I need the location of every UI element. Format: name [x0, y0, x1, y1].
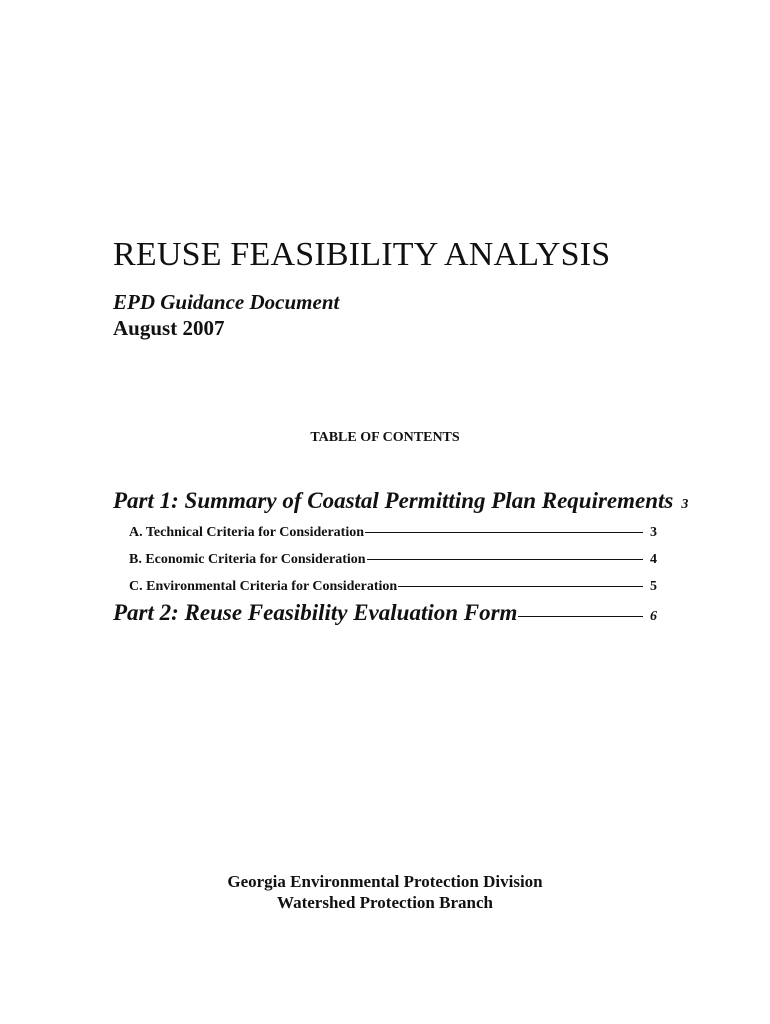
toc-entry-label: Part 1: Summary of Coastal Permitting Plan Requirements — [113, 488, 674, 513]
toc-page-number: 6 — [650, 609, 657, 624]
toc-entry-technical-criteria[interactable] — [113, 519, 657, 546]
toc-entry-economic-criteria[interactable] — [113, 546, 657, 573]
document-date: August 2007 — [113, 316, 225, 340]
toc-entry-label: B. Economic Criteria for Consideration — [129, 552, 366, 567]
document-subtitle: EPD Guidance Document — [113, 290, 340, 314]
toc-entry-label: C. Environmental Criteria for Consideration — [129, 579, 398, 594]
toc-entry-part-1[interactable] — [113, 488, 689, 517]
toc-entry-label: A. Technical Criteria for Consideration — [129, 525, 365, 540]
toc-page-number: 3 — [681, 497, 689, 512]
toc-heading: TABLE OF CONTENTS — [310, 430, 460, 445]
toc-leader-line — [518, 616, 643, 617]
toc-entry-environmental-criteria[interactable] — [113, 573, 657, 600]
table-of-contents — [113, 488, 689, 629]
toc-leader-line — [367, 559, 643, 560]
toc-leader-line — [398, 586, 643, 587]
toc-page-number: 3 — [650, 525, 657, 540]
toc-page-number: 5 — [650, 579, 657, 594]
toc-entry-label: Part 2: Reuse Feasibility Evaluation Form — [113, 600, 518, 625]
toc-entry-part-2[interactable] — [113, 600, 657, 629]
footer-branch: Watershed Protection Branch — [277, 893, 493, 912]
toc-page-number: 4 — [650, 552, 657, 567]
document-title: REUSE FEASIBILITY ANALYSIS — [113, 236, 611, 273]
footer-organization: Georgia Environmental Protection Division — [227, 872, 543, 891]
toc-leader-line — [365, 532, 643, 533]
